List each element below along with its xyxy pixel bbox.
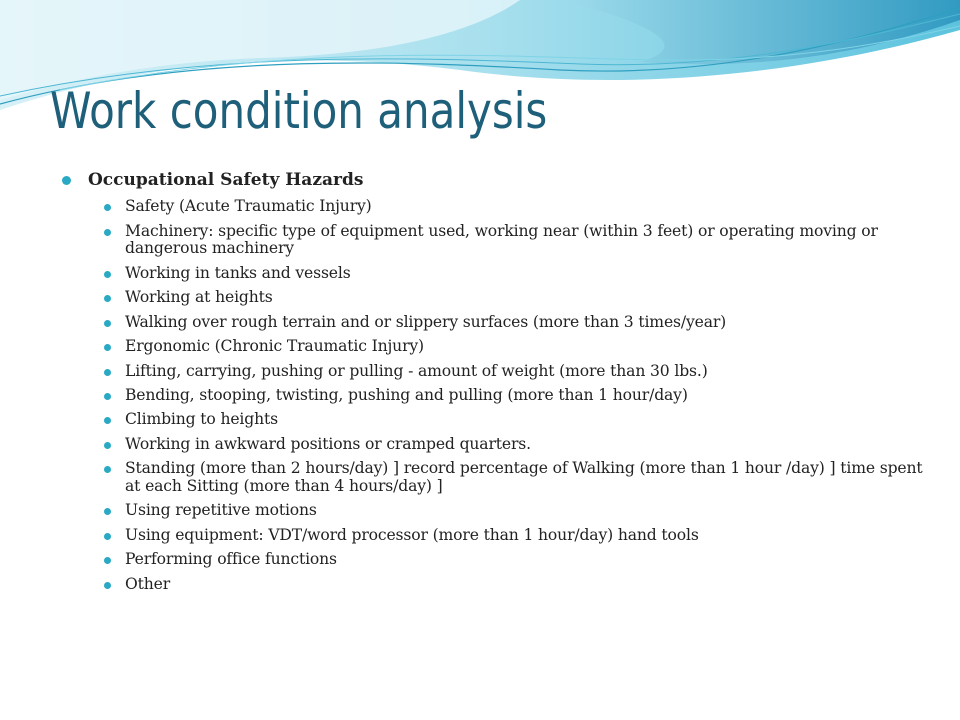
list-item-text: Lifting, carrying, pushing or pulling - amount of weight (more than 30 lbs.) xyxy=(125,361,708,380)
bullet-dot-icon xyxy=(104,533,111,540)
list-item-text: Walking over rough terrain and or slippery surfaces (more than 3 times/year) xyxy=(125,312,727,331)
bullet-dot-icon xyxy=(104,344,111,351)
sub-bullet-list xyxy=(104,198,940,593)
bullet-dot-icon xyxy=(104,582,111,589)
list-item xyxy=(104,387,940,404)
main-bullet-text: Occupational Safety Hazards xyxy=(88,170,364,190)
list-item-text: Performing office functions xyxy=(125,550,337,569)
slide-title: Work condition analysis xyxy=(50,82,548,140)
list-item-text: Standing (more than 2 hours/day) ] record percentage of Walking (more than 1 hour /day) ] time spent at each Sitting (more than 4 hours/day) ] xyxy=(125,459,923,495)
list-item xyxy=(104,411,940,428)
list-item xyxy=(104,265,940,282)
list-item-text: Using equipment: VDT/word processor (more than 1 hour/day) hand tools xyxy=(125,525,699,544)
list-item xyxy=(104,363,940,380)
bullet-dot-icon xyxy=(104,442,111,449)
list-item xyxy=(104,198,940,215)
bullet-dot-icon xyxy=(104,320,111,327)
list-item xyxy=(104,527,940,544)
list-item-text: Safety (Acute Traumatic Injury) xyxy=(125,197,372,216)
list-item-text: Working in tanks and vessels xyxy=(125,263,351,282)
list-item-text: Other xyxy=(125,574,171,593)
bullet-dot-icon xyxy=(104,271,111,278)
list-item xyxy=(104,502,940,519)
bullet-dot-icon xyxy=(104,204,111,211)
bullet-dot-icon xyxy=(104,369,111,376)
bullet-dot-icon xyxy=(104,508,111,515)
list-item xyxy=(104,289,940,306)
list-item xyxy=(104,223,940,258)
slide-content xyxy=(60,170,940,600)
list-item-text: Working at heights xyxy=(125,288,273,307)
list-item xyxy=(104,460,940,495)
bullet-dot-icon xyxy=(104,229,111,236)
list-item-text: Bending, stooping, twisting, pushing and pulling (more than 1 hour/day) xyxy=(125,386,688,405)
bullet-list xyxy=(60,170,940,190)
bullet-dot-icon xyxy=(104,393,111,400)
bullet-dot-icon xyxy=(104,295,111,302)
list-item-text: Using repetitive motions xyxy=(125,501,317,520)
list-item xyxy=(104,314,940,331)
list-item xyxy=(104,436,940,453)
main-bullet xyxy=(60,170,940,190)
list-item-text: Working in awkward positions or cramped quarters. xyxy=(125,434,531,453)
bullet-dot-icon xyxy=(104,417,111,424)
list-item-text: Ergonomic (Chronic Traumatic Injury) xyxy=(125,337,424,356)
list-item xyxy=(104,551,940,568)
list-item-text: Climbing to heights xyxy=(125,410,278,429)
list-item xyxy=(104,338,940,355)
bullet-dot-icon xyxy=(104,466,111,473)
list-item-text: Machinery: specific type of equipment used, working near (within 3 feet) or operating moving or dangerous machinery xyxy=(125,221,878,258)
list-item xyxy=(104,576,940,593)
bullet-dot-icon xyxy=(62,176,71,185)
bullet-dot-icon xyxy=(104,557,111,564)
